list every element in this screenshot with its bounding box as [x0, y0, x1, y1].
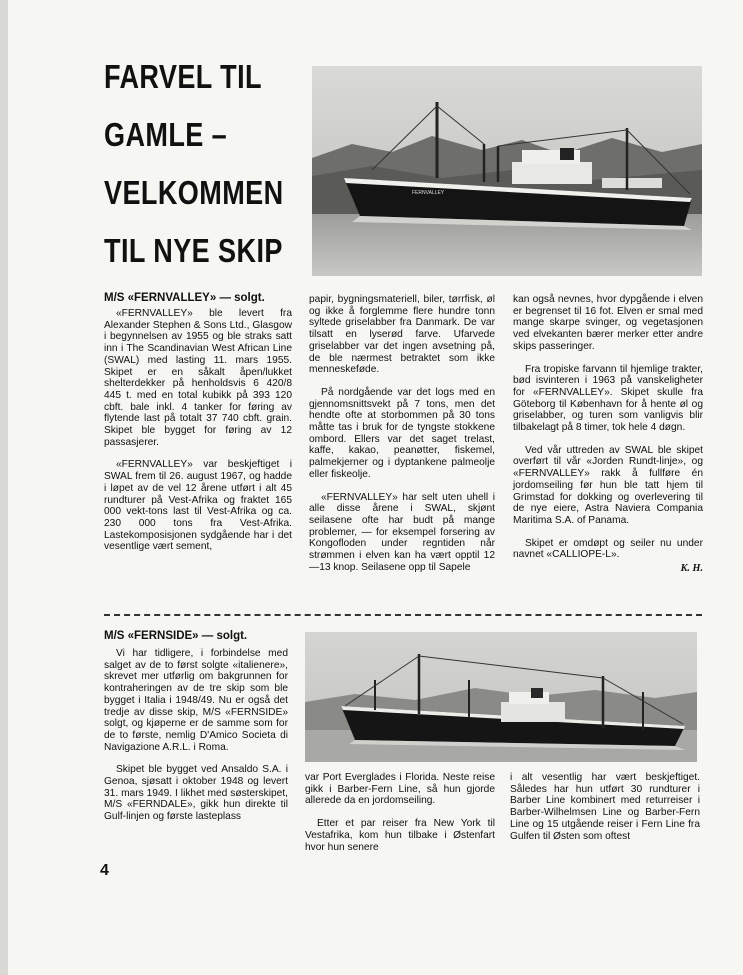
- paragraph: var Port Everglades i Florida. Neste reise gikk i Barber-Fern Line, så hun gjorde allerede da en jordomseiling.: [305, 772, 495, 807]
- paragraph: Skipet er omdøpt og seiler nu under navnet «CALLIOPE-L».: [513, 537, 703, 561]
- headline-line-4: TIL NYE SKIP: [104, 232, 283, 269]
- paragraph: Vi har tidligere, i forbindelse med salget av de to først solgte «italienere», skrevet mer utførlig om bakgrunnen for kontraheringen av de tre skip som ble bygget i Italia i 1948/49. Nu er også det tredje av disse skip, M/S «FERNSIDE» solgt, og kjøperne er de samme som for de to første, nemlig D'Amico Societa di Navigazione A.R.L. i Roma.: [104, 648, 288, 753]
- paragraph: i alt vesentlig har vært beskjeftiget. Således har hun utført 30 rundturer i Barber Line kombinert med returreiser i Barber-Wilhelmsen Line og Barber-Fern Line og 15 utgående reiser i Fern Line fra Gulfen til Østen som oftest: [510, 772, 700, 842]
- article-headline: [104, 48, 304, 280]
- fernside-photo: [305, 632, 697, 762]
- paragraph: Etter et par reiser fra New York til Vestafrika, kom hun tilbake i Østenfart hvor hun senere: [305, 818, 495, 853]
- section-divider: [104, 614, 702, 616]
- headline-line-3: VELKOMMEN: [104, 174, 284, 211]
- article-column-3: [513, 294, 703, 575]
- article-column-5: [305, 772, 495, 864]
- paragraph: Fra tropiske farvann til hjemlige trakter, bød isvinteren i 1963 på vanskeligheter for «FERNVALLEY». Skipet skulle fra Göteborg til København for å hente øl og griselabber, og turen som vanligvis blir tilbakelagt på 8 timer, tok hele 4 døgn.: [513, 363, 703, 434]
- article-column-4: [104, 648, 288, 834]
- paragraph: papir, bygningsmateriell, biler, tørrfisk, øl og ikke å forglemme flere hundre tonn syltede griselabber fra Danmark. De var tilsatt en lyserød farve. Ufarvede griselabber var det ingen avsetning på, de ble nærmest betraktet som ikke menneskeføde.: [309, 294, 495, 376]
- author-signature: K. H.: [680, 563, 703, 575]
- fernside-ship-illustration: [305, 632, 697, 762]
- paragraph: «FERNVALLEY» har selt uten uhell i alle disse årene i SWAL, skjønt seilasene ofte har budt på mange problemer, — for eksempel forsering av Kongofloden under regntiden når strømmen i elven kan ha vært opptil 12—13 knop. Seilasene opp til Sapele: [309, 491, 495, 573]
- fernvalley-ship-illustration: [312, 66, 702, 276]
- section-heading-fernvalley: M/S «FERNVALLEY» — solgt.: [104, 292, 265, 304]
- paragraph: På nordgående var det logs med en gjennomsnittsvekt på 7 tons, men det hendte ofte at storbommen på 30 tons måtte tas i bruk for de tyngste stokkene ombord. Ellers var det saget trelast, kaffe, kakao, peanøtter, fiskemel, palmekjerner og i dyptankene palmeolje eller fiskeolje.: [309, 386, 495, 480]
- paragraph: «FERNVALLEY» var beskjeftiget i SWAL frem til 26. august 1967, og hadde i løpet av de vel 12 årene utført i alt 45 rundturer på Vest-Afrika og fraktet 165 000 vekt-tons last til Vest-Afrika og ca. 230 000 tons fra Vest-Afrika. Lastekomposisjonen sydgående har i det vesentlige vært sement,: [104, 459, 292, 553]
- page-edge: [0, 0, 8, 975]
- fernvalley-photo: [312, 66, 702, 276]
- page-number: 4: [100, 862, 109, 879]
- article-column-2: [309, 294, 495, 584]
- paragraph: Skipet ble bygget ved Ansaldo S.A. i Genoa, sjøsatt i oktober 1948 og levert 31. mars 1949. I likhet med søsterskipet, M/S «FERNDALE», gikk hun direkte til Gulf-linjen og første lasteplass: [104, 764, 288, 823]
- headline-line-1: FARVEL TIL: [104, 58, 262, 95]
- paragraph: kan også nevnes, hvor dypgående i elven er begrenset til 16 fot. Elven er smal med mange skarpe svinger, og vegetasjonen ved elvekanten bærer merker etter andre skips passeringer.: [513, 294, 703, 352]
- section-heading-fernside: M/S «FERNSIDE» — solgt.: [104, 630, 248, 642]
- article-column-1: [104, 308, 292, 564]
- ship-name-text: FERNVALLEY: [412, 190, 445, 196]
- paragraph: Ved vår uttreden av SWAL ble skipet overført til vår «Jorden Rundt-linje», og «FERNVALLEY» rakk å fullføre én jordomseiling før hun ble tatt hjem til Grimstad for dokking og overlevering til de nye eiere, Astra Naviera Compania Maritima S.A. of Panama.: [513, 444, 703, 526]
- article-column-6: [510, 772, 700, 853]
- headline-line-2: GAMLE –: [104, 116, 228, 153]
- paragraph: «FERNVALLEY» ble levert fra Alexander Stephen & Sons Ltd., Glasgow i begynnelsen av 1955 og ble straks satt inn i The Scandinavian West African Line (SWAL) med lasting 11. mars 1955. Skipet er en såkalt åpen/lukket shelterdekker på henholdsvis 6 420/8 445 t. med en total kubikk på 393 120 cbft. bale inkl. 4 tanker for føring av flytende last på totalt 37 740 cbft. grain. Skipet ble bygget for føring av 12 passasjerer.: [104, 308, 292, 448]
